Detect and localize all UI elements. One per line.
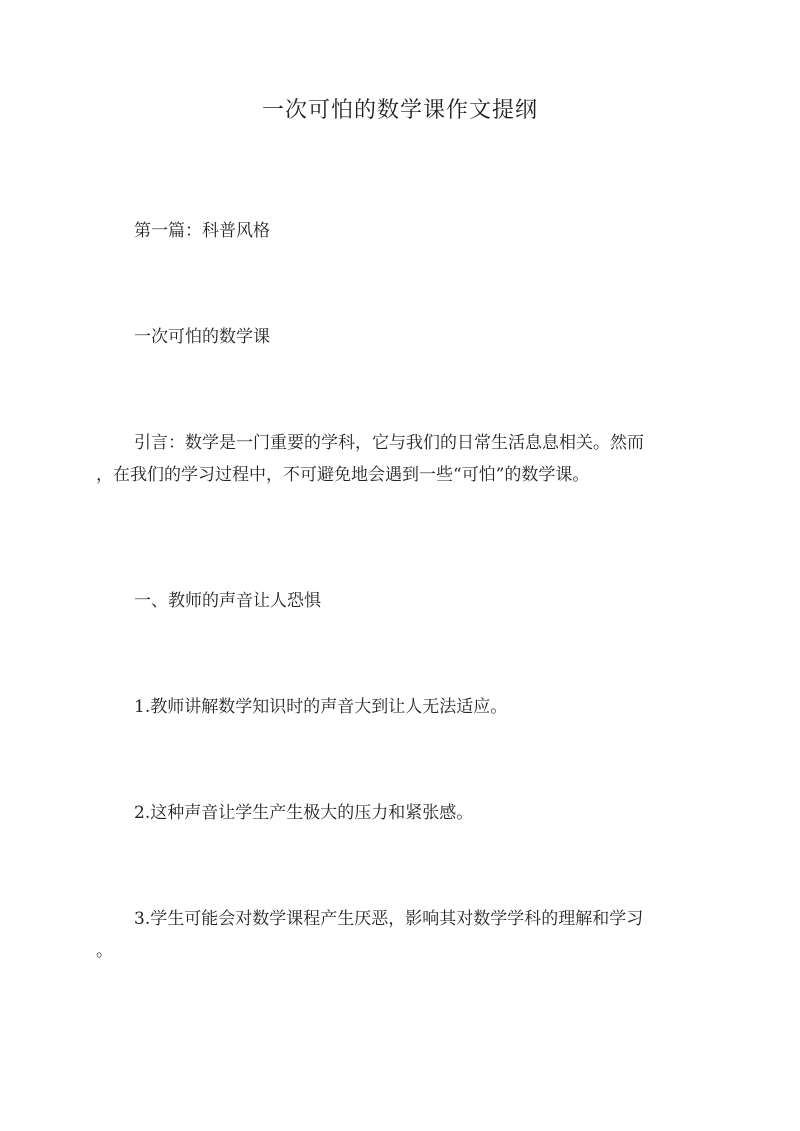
list-item-3-line-1: 3.学生可能会对数学课程产生厌恶，影响其对数学学科的理解和学习 bbox=[134, 909, 644, 929]
heading-essay-title: 一次可怕的数学课 bbox=[134, 327, 270, 347]
intro-line-2: ，在我们的学习过程中，不可避免地会遇到一些“可怕”的数学课。 bbox=[96, 465, 590, 485]
intro-paragraph bbox=[96, 428, 702, 490]
heading-part-one: 第一篇：科普风格 bbox=[134, 221, 270, 241]
section-heading-1: 一、教师的声音让人恐惧 bbox=[134, 591, 321, 611]
intro-line-1: 引言：数学是一门重要的学科，它与我们的日常生活息息相关。然而 bbox=[134, 433, 644, 453]
document-title: 一次可怕的数学课作文提纲 bbox=[261, 98, 538, 123]
list-item-1: 1.教师讲解数学知识时的声音大到让人无法适应。 bbox=[134, 697, 508, 717]
list-item-3-line-2: 。 bbox=[96, 941, 113, 961]
list-item-3 bbox=[96, 904, 702, 966]
list-item-2: 2.这种声音让学生产生极大的压力和紧张感。 bbox=[134, 803, 474, 823]
